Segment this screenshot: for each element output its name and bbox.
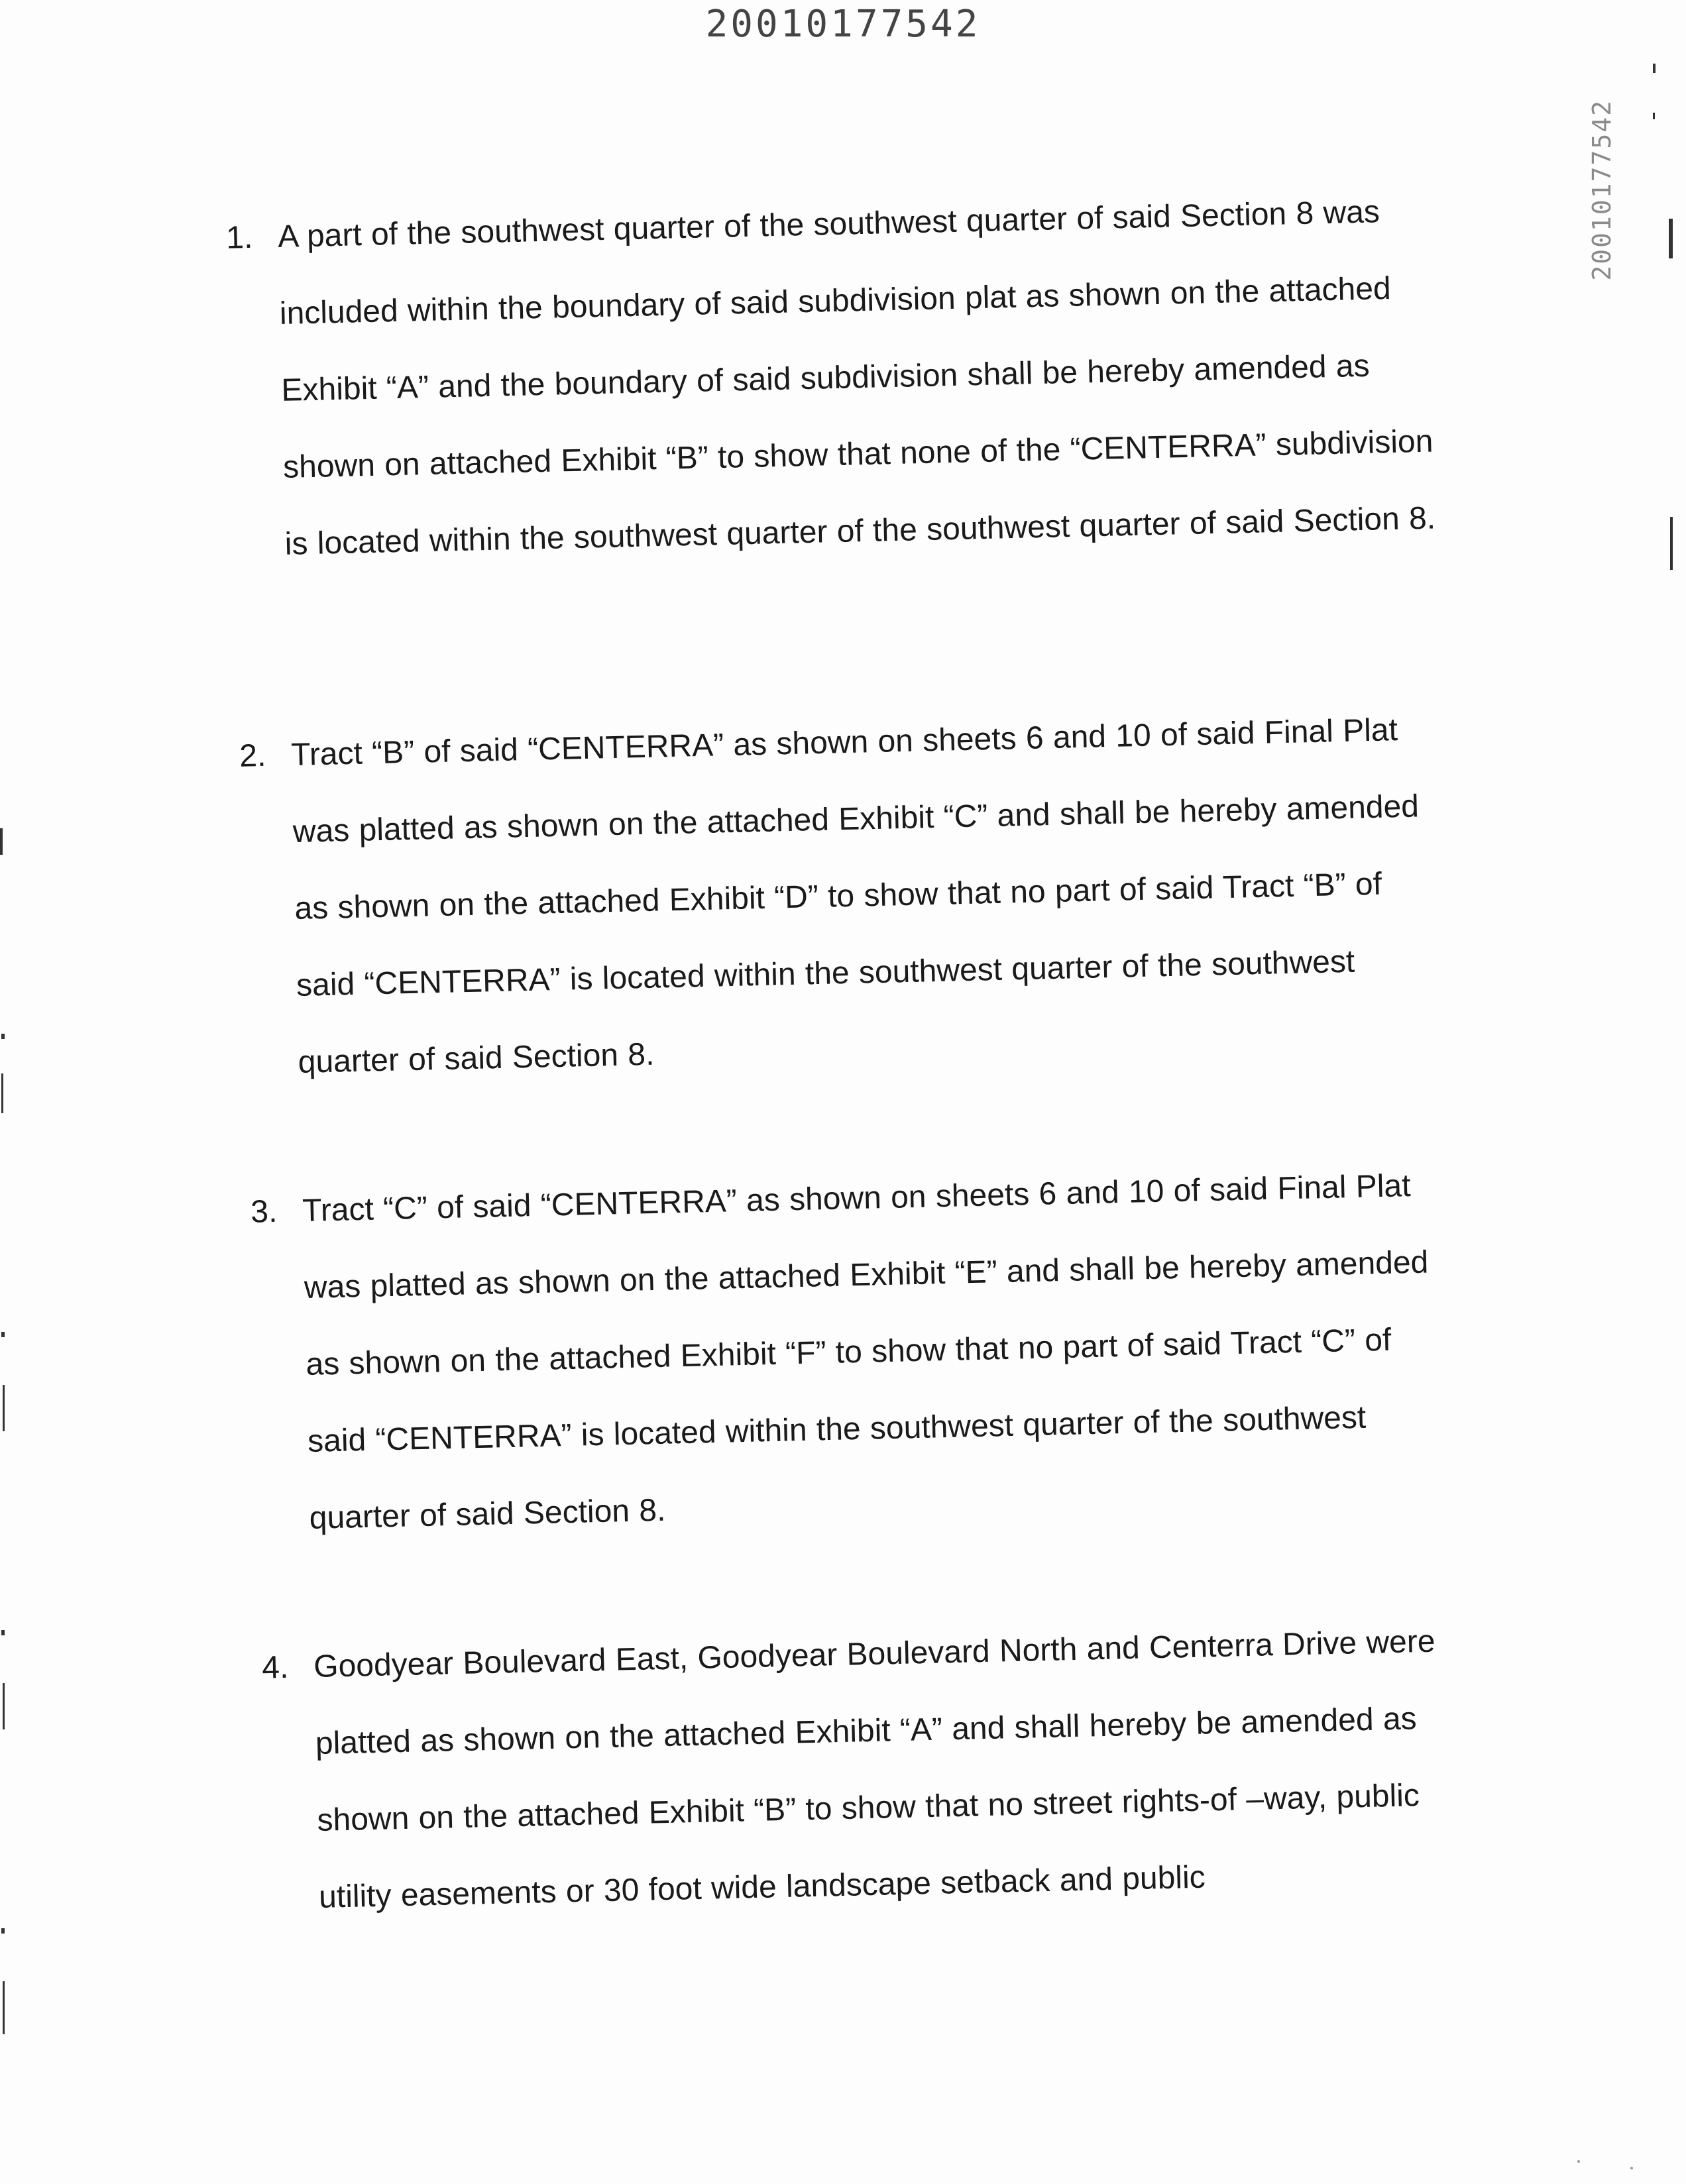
list-item <box>261 1602 1486 1936</box>
scan-speck <box>1577 2160 1580 2163</box>
item-number: 4. <box>261 1649 289 1686</box>
item-text: Tract “C” of said “CENTERRA” as shown on sheets 6 and 10 of said Final Plat was platted as shown on the attached Exhibit “E” and shall be hereby amended as shown on the attached Exhibit “F” to show that no part of said Tract “C” of said “CENTERRA” is located within the southwest quarter of the southwest quarter of said Section 8. <box>302 1168 1429 1536</box>
item-text: Goodyear Boulevard East, Goodyear Boulevard North and Centerra Drive were platted as shown on the attached Exhibit “A” and shall hereby be amended as shown on the attached Exhibit “B” to show that no street rights-of –way, public utility easements or 30 foot wide landscape setback and public <box>313 1623 1436 1915</box>
scan-edge-mark <box>1 1073 3 1113</box>
recording-number: 20010177542 <box>705 3 981 46</box>
scan-edge-mark <box>1669 219 1673 258</box>
scan-edge-mark <box>1 1928 5 1934</box>
item-text: Tract “B” of said “CENTERRA” as shown on sheets 6 and 10 of said Final Plat was platted as shown on the attached Exhibit “C” and shall be hereby amended as shown on the attached Exhibit “D” to show that no part of said Tract “B” of said “CENTERRA” is located within the southwest quarter of the southwest quarter of said Section 8. <box>290 712 1420 1080</box>
scan-edge-mark <box>0 828 3 855</box>
list-item <box>250 1147 1437 1556</box>
item-number: 2. <box>239 737 266 774</box>
side-recording-stamp: 20010177542 <box>1587 99 1616 281</box>
item-number: 1. <box>225 219 253 256</box>
list-item <box>239 691 1426 1101</box>
item-number: 3. <box>250 1193 278 1230</box>
scan-speck <box>1630 2167 1633 2169</box>
scan-edge-mark <box>3 1385 5 1431</box>
scan-edge-mark <box>1670 517 1673 570</box>
item-text: A part of the southwest quarter of the southwest quarter of said Section 8 was included within the boundary of said subdivision plat as shown on the attached Exhibit “A” and the boundary of said subdivision shall be hereby amended as shown on attached Exhibit “B” to show that none of the “CENTERRA” subdivision is located within the southwest quarter of the southwest quarter of said Section 8. <box>277 194 1436 562</box>
scan-edge-mark <box>1 1630 5 1635</box>
scan-edge-mark <box>1653 113 1655 119</box>
scan-edge-mark <box>1 1034 5 1039</box>
scan-edge-mark <box>3 1981 5 2034</box>
list-item <box>225 172 1452 583</box>
scan-edge-mark <box>1653 64 1656 73</box>
scan-edge-mark <box>1 1332 5 1337</box>
scan-edge-mark <box>3 1683 5 1729</box>
